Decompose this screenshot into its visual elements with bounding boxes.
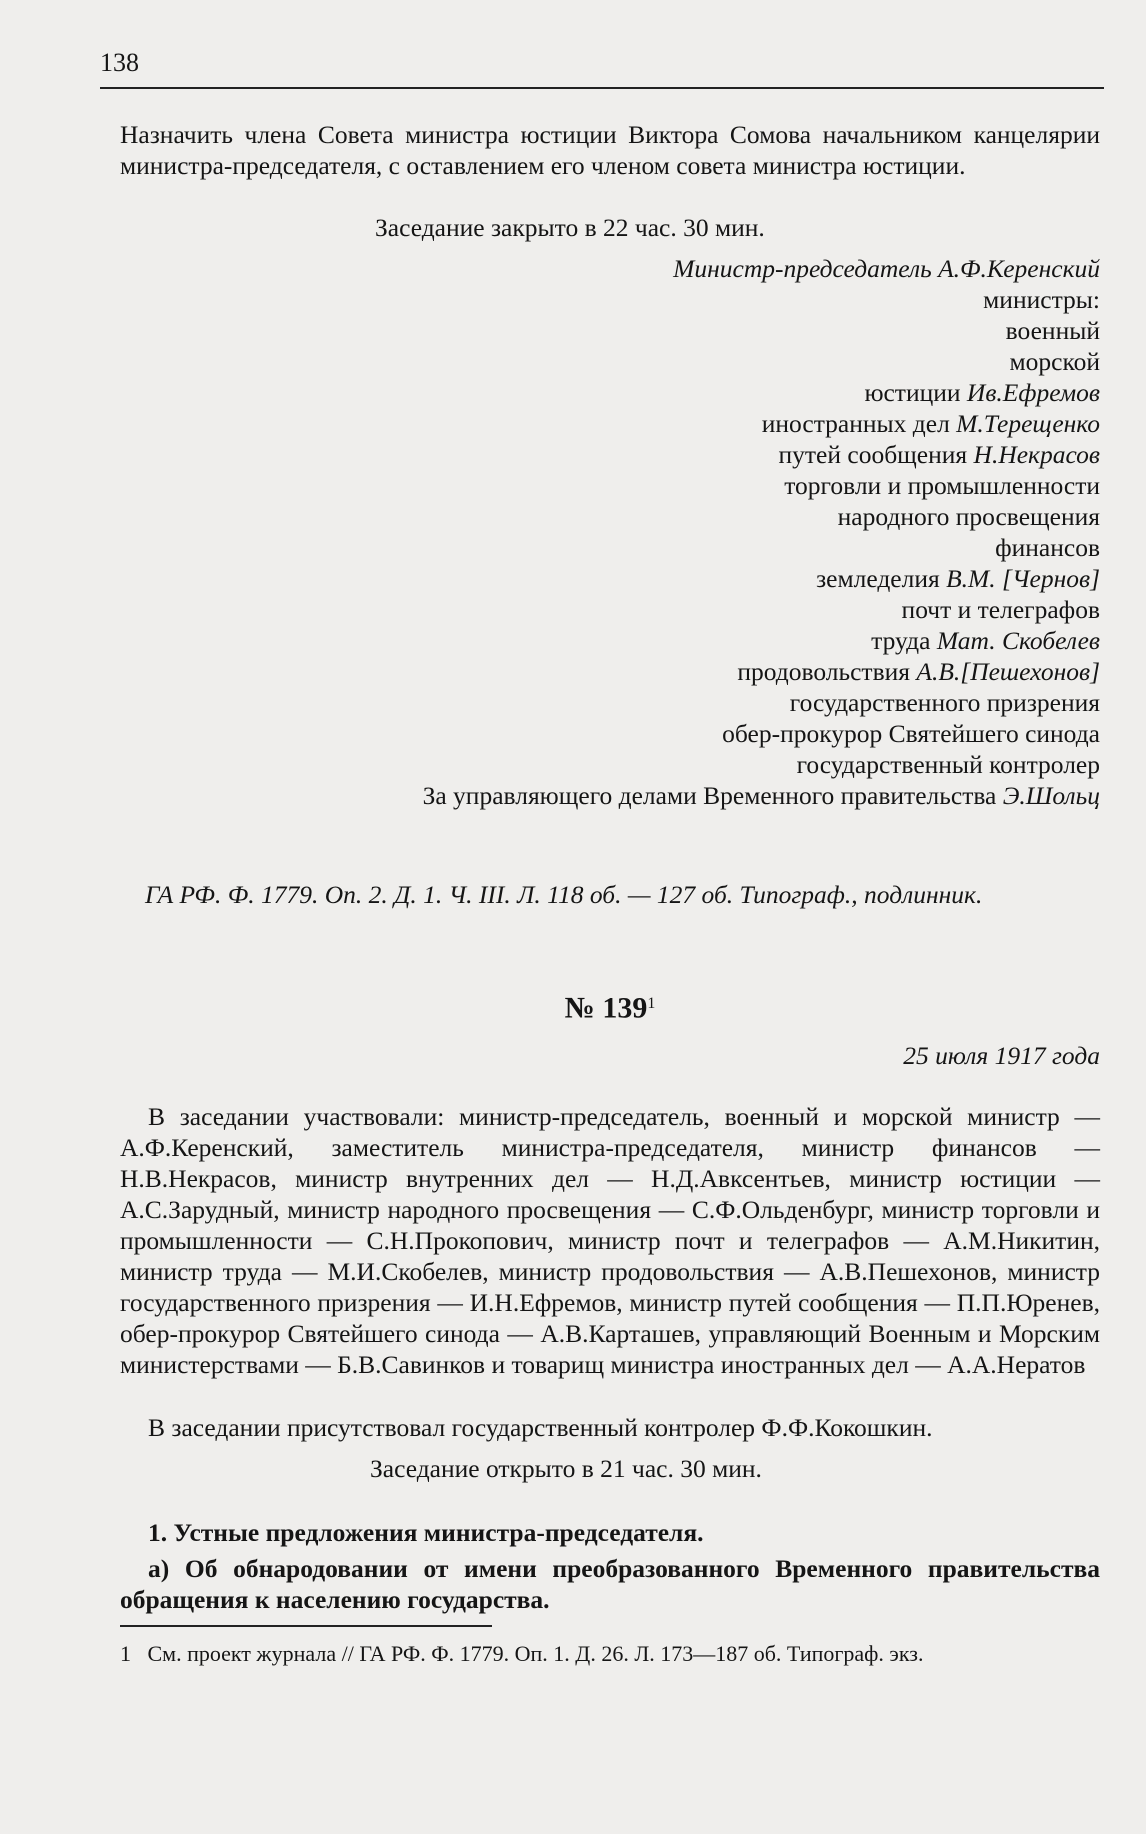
signatures-block (120, 253, 1100, 811)
signature-line (120, 594, 1100, 625)
signature-line (120, 501, 1100, 532)
agenda-item-1: 1. Устные предложения министра-председателя. (148, 1518, 704, 1547)
signature-title: народного просвещения (837, 502, 1100, 531)
signature-line (120, 315, 1100, 346)
signature-name: Н.Некрасов (973, 440, 1100, 469)
signature-title: почт и телеграфов (901, 595, 1100, 624)
signature-title: За управляющего делами Временного правительства (422, 781, 997, 810)
signature-title: морской (1009, 347, 1100, 376)
signature-line (120, 563, 1100, 594)
signature-title: торговли и промышленности (784, 471, 1100, 500)
signature-name: А.Ф.Керенский (938, 254, 1100, 283)
signature-title: иностранных дел (761, 409, 950, 438)
signature-line (120, 780, 1100, 811)
signature-line (120, 470, 1100, 501)
signature-line (120, 656, 1100, 687)
signature-title: продовольствия (737, 657, 910, 686)
participants-paragraph: В заседании участвовали: министр-председатель, военный и морской министр — А.Ф.Керенский, заместитель министра-председателя, министр финансов — Н.В.Некрасов, министр внутренних дел — Н.Д.Авксентьев, министр юстиции — А.С.Зарудный, министр народного просвещения — С.Ф.Ольденбург, министр торговли и промышленности — С.Н.Прокопович, министр почт и телеграфов — А.М.Никитин, министр труда — М.И.Скобелев, министр продовольствия — А.В.Пешехонов, министр государственного призрения — И.Н.Ефремов, министр путей сообщения — П.П.Юренев, обер-прокурор Святейшего синода — А.В.Карташев, управляющий Военным и Морским министерствами — Б.В.Савинков и товарищ министра иностранных дел — А.А.Нератов (120, 1102, 1100, 1379)
footnote (120, 1640, 1100, 1668)
present-paragraph: В заседании присутствовал государственный контролер Ф.Ф.Кокошкин. (148, 1413, 933, 1442)
signature-title: юстиции (864, 378, 961, 407)
signature-name: Мат. Скобелев (936, 626, 1100, 655)
signature-title: Министр-председатель (673, 254, 932, 283)
signature-title: государственного призрения (789, 688, 1100, 717)
signature-title: труда (871, 626, 931, 655)
document-date: 25 июля 1917 года (903, 1041, 1100, 1070)
signature-line (120, 408, 1100, 439)
signature-name: В.М. [Чернов] (946, 564, 1100, 593)
footnote-marker: 1 (120, 1641, 131, 1666)
session-closed: Заседание закрыто в 22 час. 30 мин. (375, 213, 765, 242)
signature-title: государственный контролер (796, 750, 1100, 779)
signature-line (120, 625, 1100, 656)
page-number: 138 (100, 48, 139, 77)
signature-name: Ив.Ефремов (966, 378, 1100, 407)
footnote-text: См. проект журнала // ГА РФ. Ф. 1779. Оп. 1. Д. 26. Л. 173—187 об. Типограф. экз. (147, 1641, 924, 1666)
signature-title: обер-прокурор Святейшего синода (722, 719, 1100, 748)
footnote-rule (120, 1625, 492, 1627)
signature-title: путей сообщения (778, 440, 968, 469)
archive-reference: ГА РФ. Ф. 1779. Оп. 2. Д. 1. Ч. III. Л. 118 об. — 127 об. Типограф., подлинник. (145, 880, 983, 909)
document-number-text: № 139 (564, 991, 648, 1025)
signature-line (120, 346, 1100, 377)
signature-name: М.Терещенко (956, 409, 1100, 438)
opening-paragraph: Назначить члена Совета министра юстиции Виктора Сомова начальником канцелярии министра-председателя, с оставлением его членом совета министра юстиции. (120, 120, 1100, 180)
signature-name: Э.Шольц (1002, 781, 1100, 810)
session-opened: Заседание открыто в 21 час. 30 мин. (370, 1454, 762, 1483)
signature-name: А.В.[Пешехонов] (916, 657, 1100, 686)
signature-title: финансов (995, 533, 1100, 562)
signature-line (120, 532, 1100, 563)
header-rule (100, 87, 1104, 89)
signature-title: министры: (983, 285, 1100, 314)
document-number (120, 988, 1100, 1025)
signature-line (120, 284, 1100, 315)
document-number-footnote-marker: 1 (647, 995, 656, 1012)
signature-line (120, 439, 1100, 470)
signature-line (120, 718, 1100, 749)
signature-title: земледелия (816, 564, 940, 593)
signature-title: военный (1005, 316, 1100, 345)
agenda-item-1a: а) Об обнародовании от имени преобразованного Временного правительства обращения к населению государства. (120, 1554, 1100, 1614)
signature-line (120, 687, 1100, 718)
signature-line (120, 749, 1100, 780)
signature-line (120, 253, 1100, 284)
signature-line (120, 377, 1100, 408)
